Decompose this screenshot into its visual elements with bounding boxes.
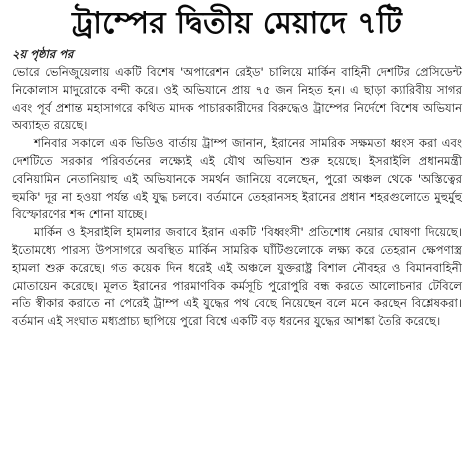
article-paragraph-2: শনিবার সকালে এক ভিডিও বার্তায় ট্রাম্প জানান, ইরানের সামরিক সক্ষমতা ধ্বংস করা এবং দেশটিতে সরকার পরিবর্তনের লক্ষ্যেই এই যৌথ অভিযান শুরু হয়েছে। ইসরাইলি প্রধানমন্ত্রী বেনিয়ামিন নেতানিয়াহু এই অভিযানকে সমর্থন জানিয়ে বলেছেন, পুরো অঞ্চল থেকে 'অস্তিত্বের হুমকি' দূর না হওয়া পর্যন্ত এই যুদ্ধ চলবে। বর্তমানে তেহরানসহ ইরানের প্রধান শহরগুলোতে মুহুর্মুহু বিস্ফোরণের শব্দ শোনা যাচ্ছে। xyxy=(12,136,462,222)
article-headline: ট্রাম্পের দ্বিতীয় মেয়াদে ৭টি xyxy=(71,6,403,41)
article-paragraph-1: ভোরে ভেনিজুয়েলায় একটি বিশেষ 'অপারেশন রেইড' চালিয়ে মার্কিন বাহিনী দেশটির প্রেসিডেন্ট নিকোলাস মাদুরোকে বন্দী করে। ওই অভিযানে প্রায় ৭৫ জন নিহত হন। এ ছাড়া ক্যারিবীয় সাগর এবং পূর্ব প্রশান্ত মহাসাগরে কথিত মাদক পাচারকারীদের বিরুদ্ধেও ট্রাম্পের নির্দেশে বিশেষ অভিযান অব্যাহত রয়েছে। xyxy=(12,65,462,133)
article-paragraph-3: মার্কিন ও ইসরাইলি হামলার জবাবে ইরান একটি 'বিধ্বংসী' প্রতিশোধ নেয়ার ঘোষণা দিয়েছে। ইতোমধ্যে পারস্য উপসাগরে অবস্থিত মার্কিন সামরিক ঘাঁটিগুলোকে লক্ষ্য করে তেহরান ক্ষেপণাস্ত্র হামলা শুরু করেছে। গত কয়েক দিন ধরেই এই অঞ্চলে যুক্তরাষ্ট্র বিশাল নৌবহর ও বিমানবাহিনী মোতায়েন করেছে। মূলত ইরানের পারমাণবিক কর্মসূচি পুরোপুরি বন্ধ করতে আলোচনার টেবিলে নতি স্বীকার করাতে না পেরেই ট্রাম্প এই যুদ্ধের পথ বেছে নিয়েছেন বলে মনে করছেন বিশ্লেষকরা। বর্তমান এই সংঘাত মধ্যপ্রাচ্য ছাপিয়ে পুরো বিশ্বে একটি বড় ধরনের যুদ্ধের আশঙ্কা তৈরি করেছে। xyxy=(12,225,462,329)
article-body xyxy=(12,64,462,331)
continued-from-label: ২য় পৃষ্ঠার পর xyxy=(12,47,74,61)
